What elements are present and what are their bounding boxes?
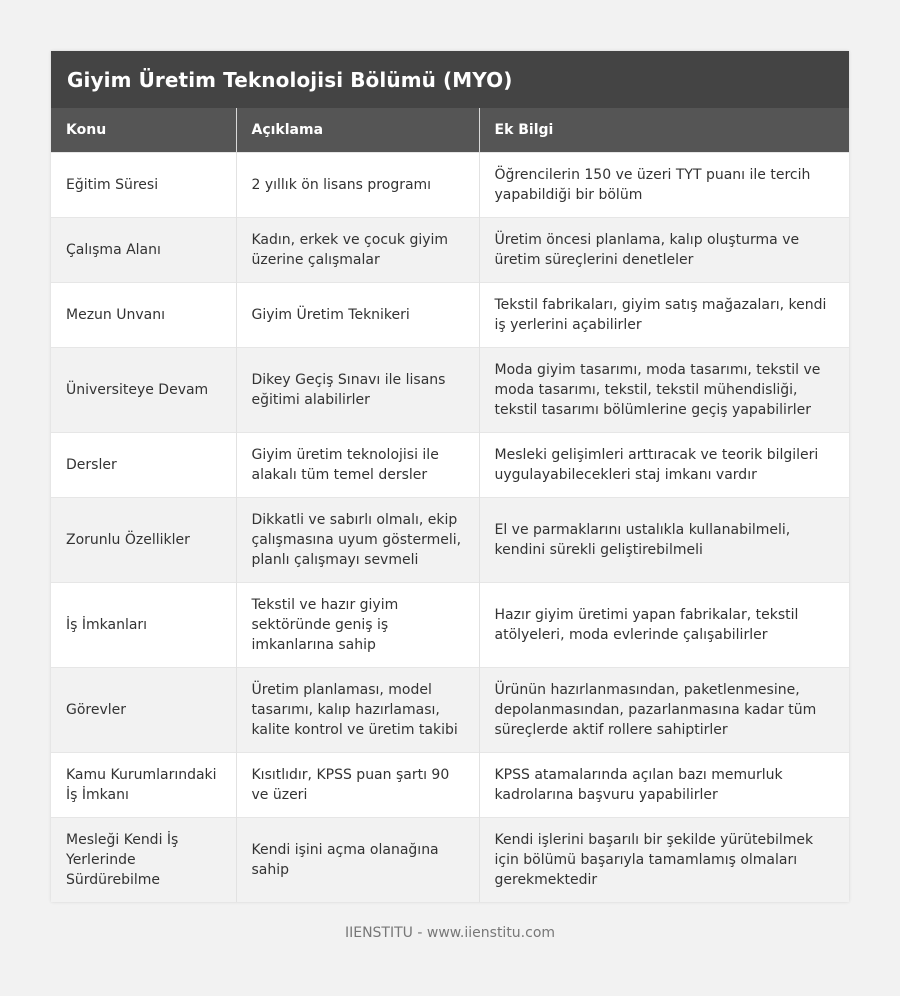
cell-ek-bilgi: Ürünün hazırlanmasından, paketlenmesine, depolanmasından, pazarlanmasına kadar tüm süreçlerde aktif rollere sahiptirler [479,667,849,752]
cell-konu: Görevler [51,667,236,752]
cell-aciklama: Üretim planlaması, model tasarımı, kalıp hazırlaması, kalite kontrol ve üretim takibi [236,667,479,752]
cell-aciklama: Giyim Üretim Teknikeri [236,282,479,347]
cell-konu: Dersler [51,432,236,497]
cell-aciklama: Dikkatli ve sabırlı olmalı, ekip çalışmasına uyum göstermeli, planlı çalışmayı sevmeli [236,497,479,582]
column-header-aciklama: Açıklama [236,108,479,152]
info-table-card [51,51,849,902]
cell-aciklama: Tekstil ve hazır giyim sektöründe geniş iş imkanlarına sahip [236,582,479,667]
cell-aciklama: Kısıtlıdır, KPSS puan şartı 90 ve üzeri [236,752,479,817]
table-row [51,497,849,582]
cell-aciklama: Kendi işini açma olanağına sahip [236,817,479,902]
cell-ek-bilgi: El ve parmaklarını ustalıkla kullanabilmeli, kendini sürekli geliştirebilmeli [479,497,849,582]
info-table [51,108,849,902]
cell-ek-bilgi: KPSS atamalarında açılan bazı memurluk kadrolarına başvuru yapabilirler [479,752,849,817]
cell-konu: Mesleği Kendi İş Yerlerinde Sürdürebilme [51,817,236,902]
column-header-ek-bilgi: Ek Bilgi [479,108,849,152]
cell-aciklama: Dikey Geçiş Sınavı ile lisans eğitimi alabilirler [236,347,479,432]
table-row [51,667,849,752]
cell-ek-bilgi: Öğrencilerin 150 ve üzeri TYT puanı ile tercih yapabildiği bir bölüm [479,152,849,217]
cell-ek-bilgi: Mesleki gelişimleri arttıracak ve teorik bilgileri uygulayabilecekleri staj imkanı vardır [479,432,849,497]
table-row [51,217,849,282]
table-title: Giyim Üretim Teknolojisi Bölümü (MYO) [51,51,849,108]
cell-ek-bilgi: Moda giyim tasarımı, moda tasarımı, tekstil ve moda tasarımı, tekstil, tekstil mühendisliği, tekstil tasarımı bölümlerine geçiş yapabilirler [479,347,849,432]
table-row [51,582,849,667]
cell-aciklama: 2 yıllık ön lisans programı [236,152,479,217]
cell-konu: Kamu Kurumlarındaki İş İmkanı [51,752,236,817]
table-row [51,817,849,902]
cell-konu: Üniversiteye Devam [51,347,236,432]
table-row [51,152,849,217]
cell-konu: Eğitim Süresi [51,152,236,217]
cell-ek-bilgi: Tekstil fabrikaları, giyim satış mağazaları, kendi iş yerlerini açabilirler [479,282,849,347]
cell-konu: Mezun Unvanı [51,282,236,347]
header-row [51,108,849,152]
table-row [51,282,849,347]
cell-konu: Çalışma Alanı [51,217,236,282]
cell-konu: İş İmkanları [51,582,236,667]
table-row [51,347,849,432]
cell-aciklama: Kadın, erkek ve çocuk giyim üzerine çalışmalar [236,217,479,282]
table-row [51,432,849,497]
cell-ek-bilgi: Üretim öncesi planlama, kalıp oluşturma ve üretim süreçlerini denetleler [479,217,849,282]
cell-ek-bilgi: Kendi işlerini başarılı bir şekilde yürütebilmek için bölümü başarıyla tamamlamış olmaları gerekmektedir [479,817,849,902]
footer-credit: IIENSTITU - www.iienstitu.com [344,925,556,941]
column-header-konu: Konu [51,108,236,152]
cell-ek-bilgi: Hazır giyim üretimi yapan fabrikalar, tekstil atölyeleri, moda evlerinde çalışabilirler [479,582,849,667]
cell-konu: Zorunlu Özellikler [51,497,236,582]
cell-aciklama: Giyim üretim teknolojisi ile alakalı tüm temel dersler [236,432,479,497]
table-row [51,752,849,817]
